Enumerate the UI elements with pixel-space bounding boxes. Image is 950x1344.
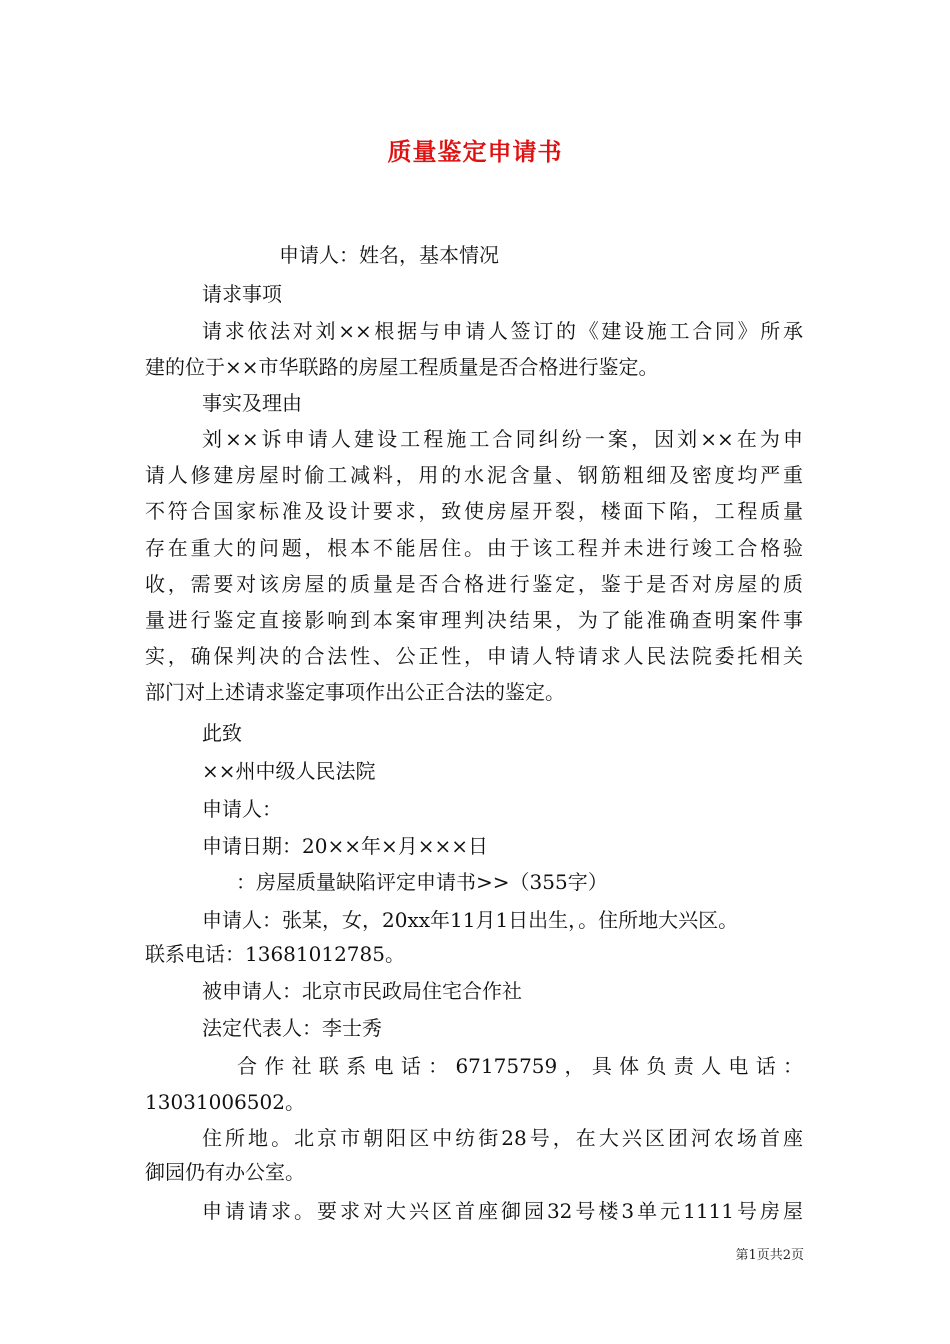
document-title: 质量鉴定申请书 [387,137,563,166]
paragraph-line: 刘××诉申请人建设工程施工合同纠纷一案，因刘××在为申 [202,427,803,451]
paragraph-line: 请人修建房屋时偷工减料，用的水泥含量、钢筋粗细及密度均严重 [145,463,803,487]
paragraph-line: 不符合国家标准及设计要求，致使房屋开裂，楼面下陷，工程质量 [145,499,803,523]
signature-applicant-line: 申请人： [202,797,282,821]
paragraph-line: 存在重大的问题，根本不能居住。由于该工程并未进行竣工合格验 [145,536,803,560]
paragraph-line: 量进行鉴定直接影响到本案审理判决结果，为了能准确查明案件事 [145,608,803,632]
heading-request-items: 请求事项 [202,282,282,306]
paragraph-line: 合作社联系电话：67175759，具体负责人电话： [237,1054,803,1078]
respondent-line: 被申请人：北京市民政局住宅合作社 [202,979,522,1003]
court-name-line: ××州中级人民法院 [202,759,376,783]
paragraph-line: 御园仍有办公室。 [145,1160,305,1184]
applicant-line: 申请人：姓名，基本情况 [279,243,499,267]
paragraph-line: 住所地。北京市朝阳区中纺街28号，在大兴区团河农场首座 [202,1126,803,1150]
paragraph-line: 请求依法对刘××根据与申请人签订的《建设施工合同》所承 [202,319,803,343]
paragraph-line: 建的位于××市华联路的房屋工程质量是否合格进行鉴定。 [145,355,659,379]
page-number: 第1页共2页 [735,1248,804,1263]
heading-facts-reasons: 事实及理由 [202,391,302,415]
paragraph-line: 申请请求。要求对大兴区首座御园32号楼3单元1111号房屋 [202,1199,803,1223]
related-document-line: ：房屋质量缺陷评定申请书>>（355字） [236,870,608,894]
paragraph-line: 收，需要对该房屋的质量是否合格进行鉴定，鉴于是否对房屋的质 [145,572,803,596]
salutation-line: 此致 [202,721,242,745]
paragraph-line: 部门对上述请求鉴定事项作出公正合法的鉴定。 [145,680,565,704]
application-date-line: 申请日期：20××年×月×××日 [202,834,488,858]
paragraph-line: 13031006502。 [145,1090,305,1114]
legal-representative-line: 法定代表人：李士秀 [202,1016,382,1040]
paragraph-line: 实，确保判决的合法性、公正性，申请人特请求人民法院委托相关 [145,644,803,668]
paragraph-line: 申请人：张某，女，20xx年11月1日出生，。住所地大兴区。 [202,908,739,932]
phone-line: 联系电话：13681012785。 [145,942,405,966]
